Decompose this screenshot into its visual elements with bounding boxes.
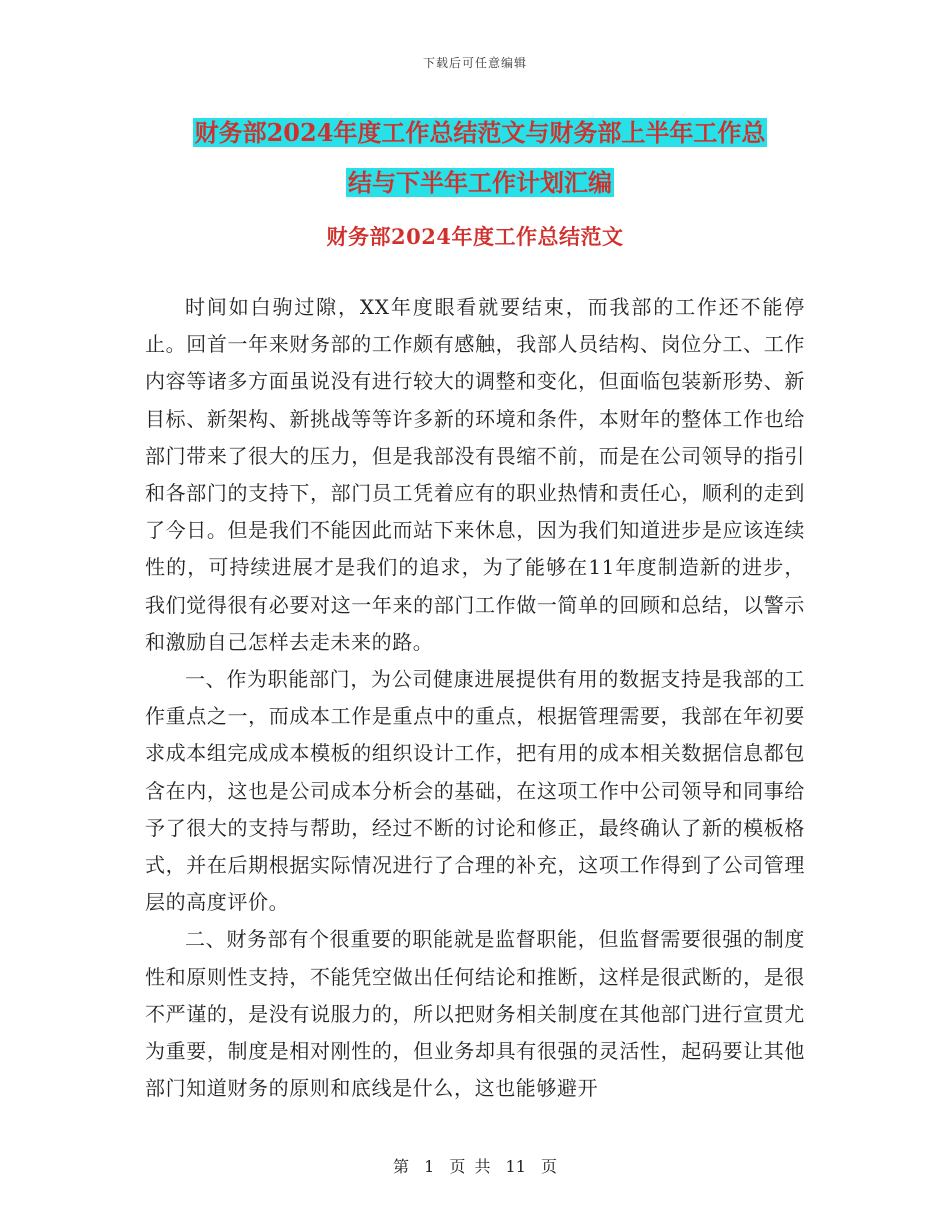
document-title	[140, 108, 820, 208]
footer-suffix: 页	[541, 1157, 558, 1176]
footer-total-pages: 11	[505, 1157, 526, 1176]
title-line-1: 财务部2024年度工作总结范文与财务部上半年工作总	[194, 118, 766, 147]
section-title: 财务部2024年度工作总结范文	[326, 224, 624, 249]
paragraph-two: 二、财务部有个很重要的职能就是监督职能，但监督需要很强的制度性和原则性支持，不能凭空做出任何结论和推断，这样是很武断的，是很不严谨的，是没有说服力的，所以把财务相关制度在其他部门进行宣贯尤为重要，制度是相对刚性的，但业务却具有很强的灵活性，起码要让其他部门知道财务的原则和底线是什么，这也能够避开	[145, 927, 805, 1101]
header-note: 下载后可任意编辑	[422, 56, 527, 70]
footer-page-number: 1	[424, 1157, 435, 1176]
document-body	[145, 289, 805, 1107]
paragraph-one: 一、作为职能部门，为公司健康进展提供有用的数据支持是我部的工作重点之一，而成本工作是重点中的重点，根据管理需要，我部在年初要求成本组完成成本模板的组织设计工作，把有用的成本相关数据信息都包含在内，这也是公司成本分析会的基础，在这项工作中公司领导和同事给予了很大的支持与帮助，经过不断的讨论和修正，最终确认了新的模板格式，并在后期根据实际情况进行了合理的补充，这项工作得到了公司管理层的高度评价。	[145, 667, 805, 915]
title-line-2: 结与下半年工作计划汇编	[348, 168, 612, 197]
paragraph-intro: 时间如白驹过隙，XX年度眼看就要结束，而我部的工作还不能停止。回首一年来财务部的工作颇有感触，我部人员结构、岗位分工、工作内容等诸多方面虽说没有进行较大的调整和变化，但面临包装新形势、新目标、新架构、新挑战等等许多新的环境和条件，本财年的整体工作也给部门带来了很大的压力，但是我部没有畏缩不前，而是在公司领导的指引和各部门的支持下，部门员工凭着应有的职业热情和责任心，顺利的走到了今日。但是我们不能因此而站下来休息，因为我们知道进步是应该连续性的，可持续进展才是我们的追求，为了能够在11年度制造新的进步，我们觉得很有必要对这一年来的部门工作做一简单的回顾和总结，以警示和激励自己怎样去走未来的路。	[145, 295, 805, 654]
page-footer	[0, 1154, 950, 1177]
footer-prefix: 第	[392, 1157, 409, 1176]
footer-middle: 页 共	[449, 1157, 491, 1176]
